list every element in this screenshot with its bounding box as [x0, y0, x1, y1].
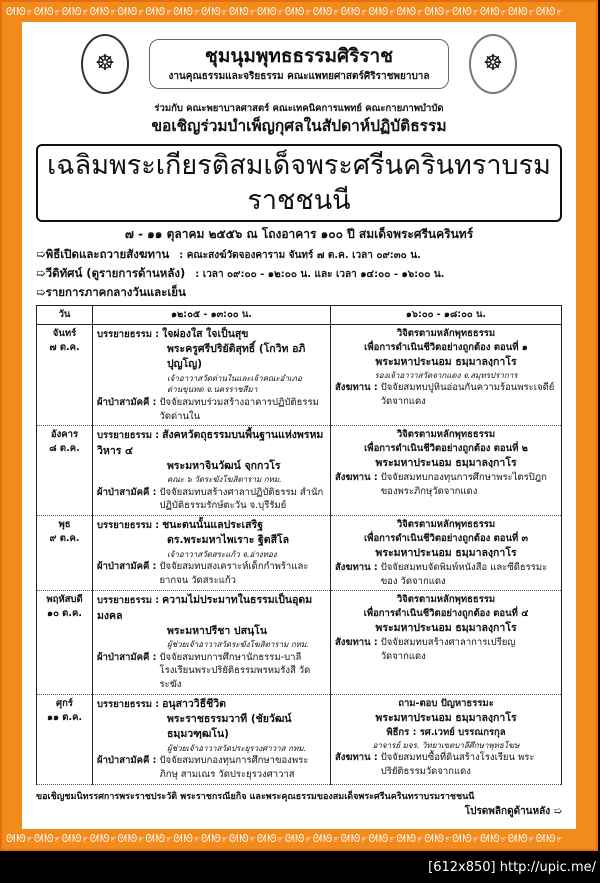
evening-subtitle: เพื่อการดำเนินชีวิตอย่างถูกต้อง ตอนที่ ๑ — [364, 341, 528, 353]
robe-label: ผ้าป่าสามัคคี : — [97, 396, 157, 408]
pointer-icon: ➯ — [36, 285, 46, 300]
alms-label: สังฆทาน : — [335, 472, 378, 484]
alms-label: สังฆทาน : — [335, 637, 378, 649]
header — [36, 30, 562, 98]
item-value: : คณะสงฆ์วัดจองคาราม จันทร์ ๗ ต.ค. เวลา ๐๙:๓๐ น. — [179, 249, 421, 261]
talk-label: บรรยายธรรม : — [97, 595, 160, 607]
date: ๙ ต.ค. — [49, 532, 80, 544]
evening-subtitle: เพื่อการดำเนินชีวิตอย่างถูกต้อง ตอนที่ ๒ — [364, 443, 528, 455]
speaker-role: เจ้าอาวาสวัดด่านในและเจ้าคณะอำเภอด่านขุนทด จ.นครราชสีมา — [167, 373, 302, 395]
robe-purpose: ปัจจัยสมทบร่วมสร้างอาคารปฏิบัติธรรมวัดด่านใน — [159, 396, 319, 422]
club-logo — [469, 34, 517, 94]
poster — [22, 22, 576, 829]
speaker-role: คณะ ๖ วัดระฆังโฆสิตาราม กทม. — [167, 475, 282, 485]
robe-label: ผ้าป่าสามัคคี : — [97, 651, 157, 663]
siriraj-logo — [81, 34, 129, 94]
border-ornament-bottom: ᘛᘚ೯ᘛᘚ೯ᘛᘚ೯ᘛᘚ೯ᘛᘚ೯ᘛᘚ೯ᘛᘚ೯ᘛᘚ೯ᘛᘚ೯ᘛᘚ೯ᘛᘚ೯ᘛᘚ೯ᘛᘚ೯ᘛᘚ೯ᘛᘚ೯ᘛᘚ೯ᘛᘚ೯ᘛᘚ೯ᘛᘚ೯ᘛᘚ೯ — [6, 831, 564, 845]
date: ๗ ต.ค. — [49, 341, 80, 353]
hand-pointer-icon: ➯ — [553, 805, 562, 817]
date: ๑๑ ต.ค. — [46, 711, 83, 723]
header-box — [149, 39, 449, 89]
pointer-icon: ➯ — [36, 246, 46, 261]
day: ศุกร์ — [56, 698, 73, 710]
robe-label: ผ้าป่าสามัคคี : — [97, 561, 157, 573]
table-row — [37, 325, 562, 426]
evening-subtitle: เพื่อการดำเนินชีวิตอย่างถูกต้อง ตอนที่ ๔ — [363, 608, 529, 620]
evening-subtitle: เพื่อการดำเนินชีวิตอย่างถูกต้อง ตอนที่ ๓ — [363, 532, 529, 544]
item-label: วีดิทัศน์ (ดูรายการด้านหลัง) — [45, 265, 186, 280]
table-row — [37, 591, 562, 695]
robe-purpose: ปัจจัยสมทบสงเคราะห์เด็กกำพร้าและยากจน วัดสระแก้ว — [159, 561, 309, 586]
speaker-role: ผู้ช่วยเจ้าอาวาสวัดประยุรวงศาวาส กทม. — [167, 743, 307, 753]
day: พุธ — [58, 519, 71, 531]
speaker: ดร.พระมหาไพเราะ ฐิตสีโล — [167, 534, 290, 547]
talk-title: ใจผ่องใส ใจเป็นสุข — [162, 328, 249, 341]
alms-label: สังฆทาน : — [335, 561, 378, 573]
table-row — [37, 426, 562, 516]
turn-text: โปรดพลิกดูด้านหลัง — [464, 805, 551, 817]
schedule-table — [36, 305, 562, 785]
pointer-icon: ➯ — [36, 265, 46, 280]
talk-label: บรรยายธรรม : — [97, 430, 160, 442]
turn-over-note — [36, 804, 562, 819]
talk-label: บรรยายธรรม : — [97, 520, 160, 532]
day: พฤหัสบดี — [46, 594, 83, 606]
item-value: : เวลา ๐๙:๐๐ - ๑๒:๐๐ น. และ เวลา ๑๔:๐๐ - ๑๖:๐๐ น. — [195, 268, 445, 280]
watermark: [612x850] http://upic.me/ — [428, 859, 596, 875]
talk-label: บรรยายธรรม : — [97, 699, 160, 711]
evening-cell — [331, 426, 562, 516]
robe-label: ผ้าป่าสามัคคี : — [97, 755, 157, 767]
item-opening — [36, 246, 562, 263]
day-cell — [37, 695, 93, 785]
alms-purpose: ปัจจัยสมทบจัดพิมพ์หนังสือ และซีดีธรรมะของ วัดจากแดง — [380, 561, 548, 587]
co-organizers: ร่วมกับ คณะพยาบาลศาสตร์ คณะเทคนิคการแพทย์ คณะกายภาพบำบัด — [154, 103, 444, 114]
org-name: ชุมนุมพุทธธรรมศิริราช — [204, 45, 394, 68]
noon-cell — [93, 426, 331, 516]
noon-cell — [93, 516, 331, 591]
org-sub: งานคุณธรรมและจริยธรรม คณะแพทยศาสตร์ศิริราชพยาบาล — [168, 70, 430, 82]
alms-purpose: ปัจจัยสมทบสร้างศาลาการเปรียญ วัดจากแดง — [380, 637, 516, 662]
speaker: พระครูศรีปริยัติสุทธิ์ (โกวิท อภิปุญโญ) — [167, 343, 306, 371]
host: พิธีกร : รศ.เวทย์ บรรณกรกุล — [386, 727, 506, 738]
speaker-role: ผู้ช่วยเจ้าอาวาสวัดระฆังโฆสิตาราม กทม. — [167, 640, 309, 650]
speaker: พระราชธรรมวาที (ชัยวัฒน์ ธมฺมวฑฺฒโน) — [167, 713, 292, 741]
robe-label: ผ้าป่าสามัคคี : — [97, 486, 157, 498]
talk-title: ความไม่ประมาทในธรรมเป็นอุดมมงคล — [97, 594, 313, 622]
day-cell — [37, 591, 93, 695]
evening-role: รองเจ้าอาวาสวัดจากแดง จ.สมุทรปราการ — [374, 370, 518, 380]
evening-title: วิจิตรตามหลักพุทธธรรม — [396, 429, 496, 441]
col-evening: ๑๖:๐๐ - ๑๘:๐๐ น. — [331, 306, 562, 325]
alms-purpose: ปัจจัยสมทบซื้อที่ดินสร้างโรงเรียน พระปริยัติธรรมวัดจากแดง — [380, 752, 535, 778]
dharma-wheel-icon: ☸ — [95, 51, 115, 76]
speaker: พระมหาจินวัฒน์ จฺกกวโร — [167, 459, 281, 472]
dharma-wheel-icon: ☸ — [483, 51, 503, 76]
item-label: พิธีเปิดและถวายสังฆทาน — [45, 246, 170, 261]
talk-label: บรรยายธรรม : — [97, 329, 160, 341]
evening-speaker: พระมหาประนอม ธมฺมาลงฺกาโร — [375, 355, 517, 368]
item-label: รายการภาคกลางวันและเย็น — [45, 285, 186, 300]
col-noon: ๑๒:๐๕ - ๑๓:๐๐ น. — [93, 306, 331, 325]
speaker: พระมหาปรีชา ปสนฺโน — [167, 624, 267, 637]
invitation: ขอเชิญร่วมบำเพ็ญกุศลในสัปดาห์ปฏิบัติธรรม — [151, 117, 447, 136]
evening-speaker: พระมหาประนอม ธมฺมาลงฺกาโร — [375, 456, 517, 469]
evening-cell — [331, 516, 562, 591]
evening-title: ถาม-ตอบ ปัญหาธรรมะ — [398, 698, 494, 710]
alms-label: สังฆทาน : — [335, 382, 378, 394]
evening-speaker: พระมหาประนอม ธมฺมาลงฺกาโร — [375, 622, 517, 634]
event-title: เฉลิมพระเกียรติสมเด็จพระศรีนครินทราบรมราชชนนี — [36, 144, 562, 222]
date: ๑๐ ต.ค. — [47, 608, 82, 620]
noon-cell — [93, 325, 331, 426]
col-day: วัน — [37, 306, 93, 325]
robe-purpose: ปัจจัยสมทบการศึกษานักธรรม-บาลี โรงเรียนพระปริยัติธรรมพรหมรังสี วัดระฆัง — [159, 651, 311, 691]
exhibition-note: ขอเชิญชมนิทรรศการพระราชประวัติ พระราชกรณียกิจ และพระคุณธรรมของสมเด็จพระศรีนครินทราบรมราชชนนี — [36, 791, 475, 802]
event-date: ๗ - ๑๑ ตุลาคม ๒๕๕๖ ณ โถงอาคาร ๑๐๐ ปี สมเด็จพระศรีนครินทร์ — [124, 227, 474, 242]
evening-speaker: พระมหาประนอม ธมฺมาลงฺกาโร — [375, 711, 517, 724]
item-schedule — [36, 284, 562, 301]
robe-purpose: ปัจจัยสมทบสร้างศาลาปฏิบัติธรรม สำนักปฏิบัติธรรมรักษ์ตะวัน จ.บุรีรัมย์ — [159, 486, 324, 512]
talk-title: อนุสาววิธีชีวิต — [162, 698, 226, 711]
day-cell — [37, 325, 93, 426]
border-ornament-top: ᘛᘚ೯ᘛᘚ೯ᘛᘚ೯ᘛᘚ೯ᘛᘚ೯ᘛᘚ೯ᘛᘚ೯ᘛᘚ೯ᘛᘚ೯ᘛᘚ೯ᘛᘚ೯ᘛᘚ೯ᘛᘚ೯ᘛᘚ೯ᘛᘚ೯ᘛᘚ೯ᘛᘚ೯ᘛᘚ೯ᘛᘚ೯ᘛᘚ೯ — [6, 5, 564, 18]
host-role: อาจารย์ มจร. วิทยาเขตบาลีศึกษาพุทธโฆษ — [372, 740, 520, 750]
date: ๘ ต.ค. — [49, 443, 80, 455]
noon-cell — [93, 695, 331, 785]
day: จันทร์ — [52, 328, 77, 340]
item-video — [36, 265, 562, 282]
evening-title: วิจิตรตามหลักพุทธธรรม — [396, 328, 496, 340]
evening-title: วิจิตรตามหลักพุทธธรรม — [396, 519, 496, 531]
alms-purpose: ปัจจัยสมทบกองทุนการศึกษาพระไตรปิฎก ของพระภิกษุวัดจากแดง — [380, 472, 547, 497]
day-cell — [37, 426, 93, 516]
table-row — [37, 695, 562, 785]
day-cell — [37, 516, 93, 591]
robe-purpose: ปัจจัยสมทบกองทุนการศึกษาของพระภิกษุ สามเณร วัดประยุรวงศาวาส — [159, 755, 309, 781]
table-row — [37, 516, 562, 591]
alms-purpose: ปัจจัยสมทบปูหินอ่อนกันความร้อนพระเจดีย์ วัดจากแดง — [380, 382, 555, 408]
day: อังคาร — [50, 429, 79, 441]
evening-cell — [331, 325, 562, 426]
talk-title: สังคหวัตถุธรรมบนพื้นฐานแห่งพรหมวิหาร ๔ — [97, 429, 324, 457]
evening-cell — [331, 591, 562, 695]
talk-title: ชนะตนนั้นแลประเสริฐ — [162, 519, 263, 532]
evening-cell — [331, 695, 562, 785]
evening-speaker: พระมหาประนอม ธมฺมาลงฺกาโร — [375, 546, 517, 559]
alms-label: สังฆทาน : — [335, 752, 378, 764]
evening-title: วิจิตรตามหลักพุทธธรรม — [396, 594, 496, 606]
noon-cell — [93, 591, 331, 695]
speaker-role: เจ้าอาวาสวัดสระแก้ว จ.อ่างทอง — [167, 549, 277, 559]
